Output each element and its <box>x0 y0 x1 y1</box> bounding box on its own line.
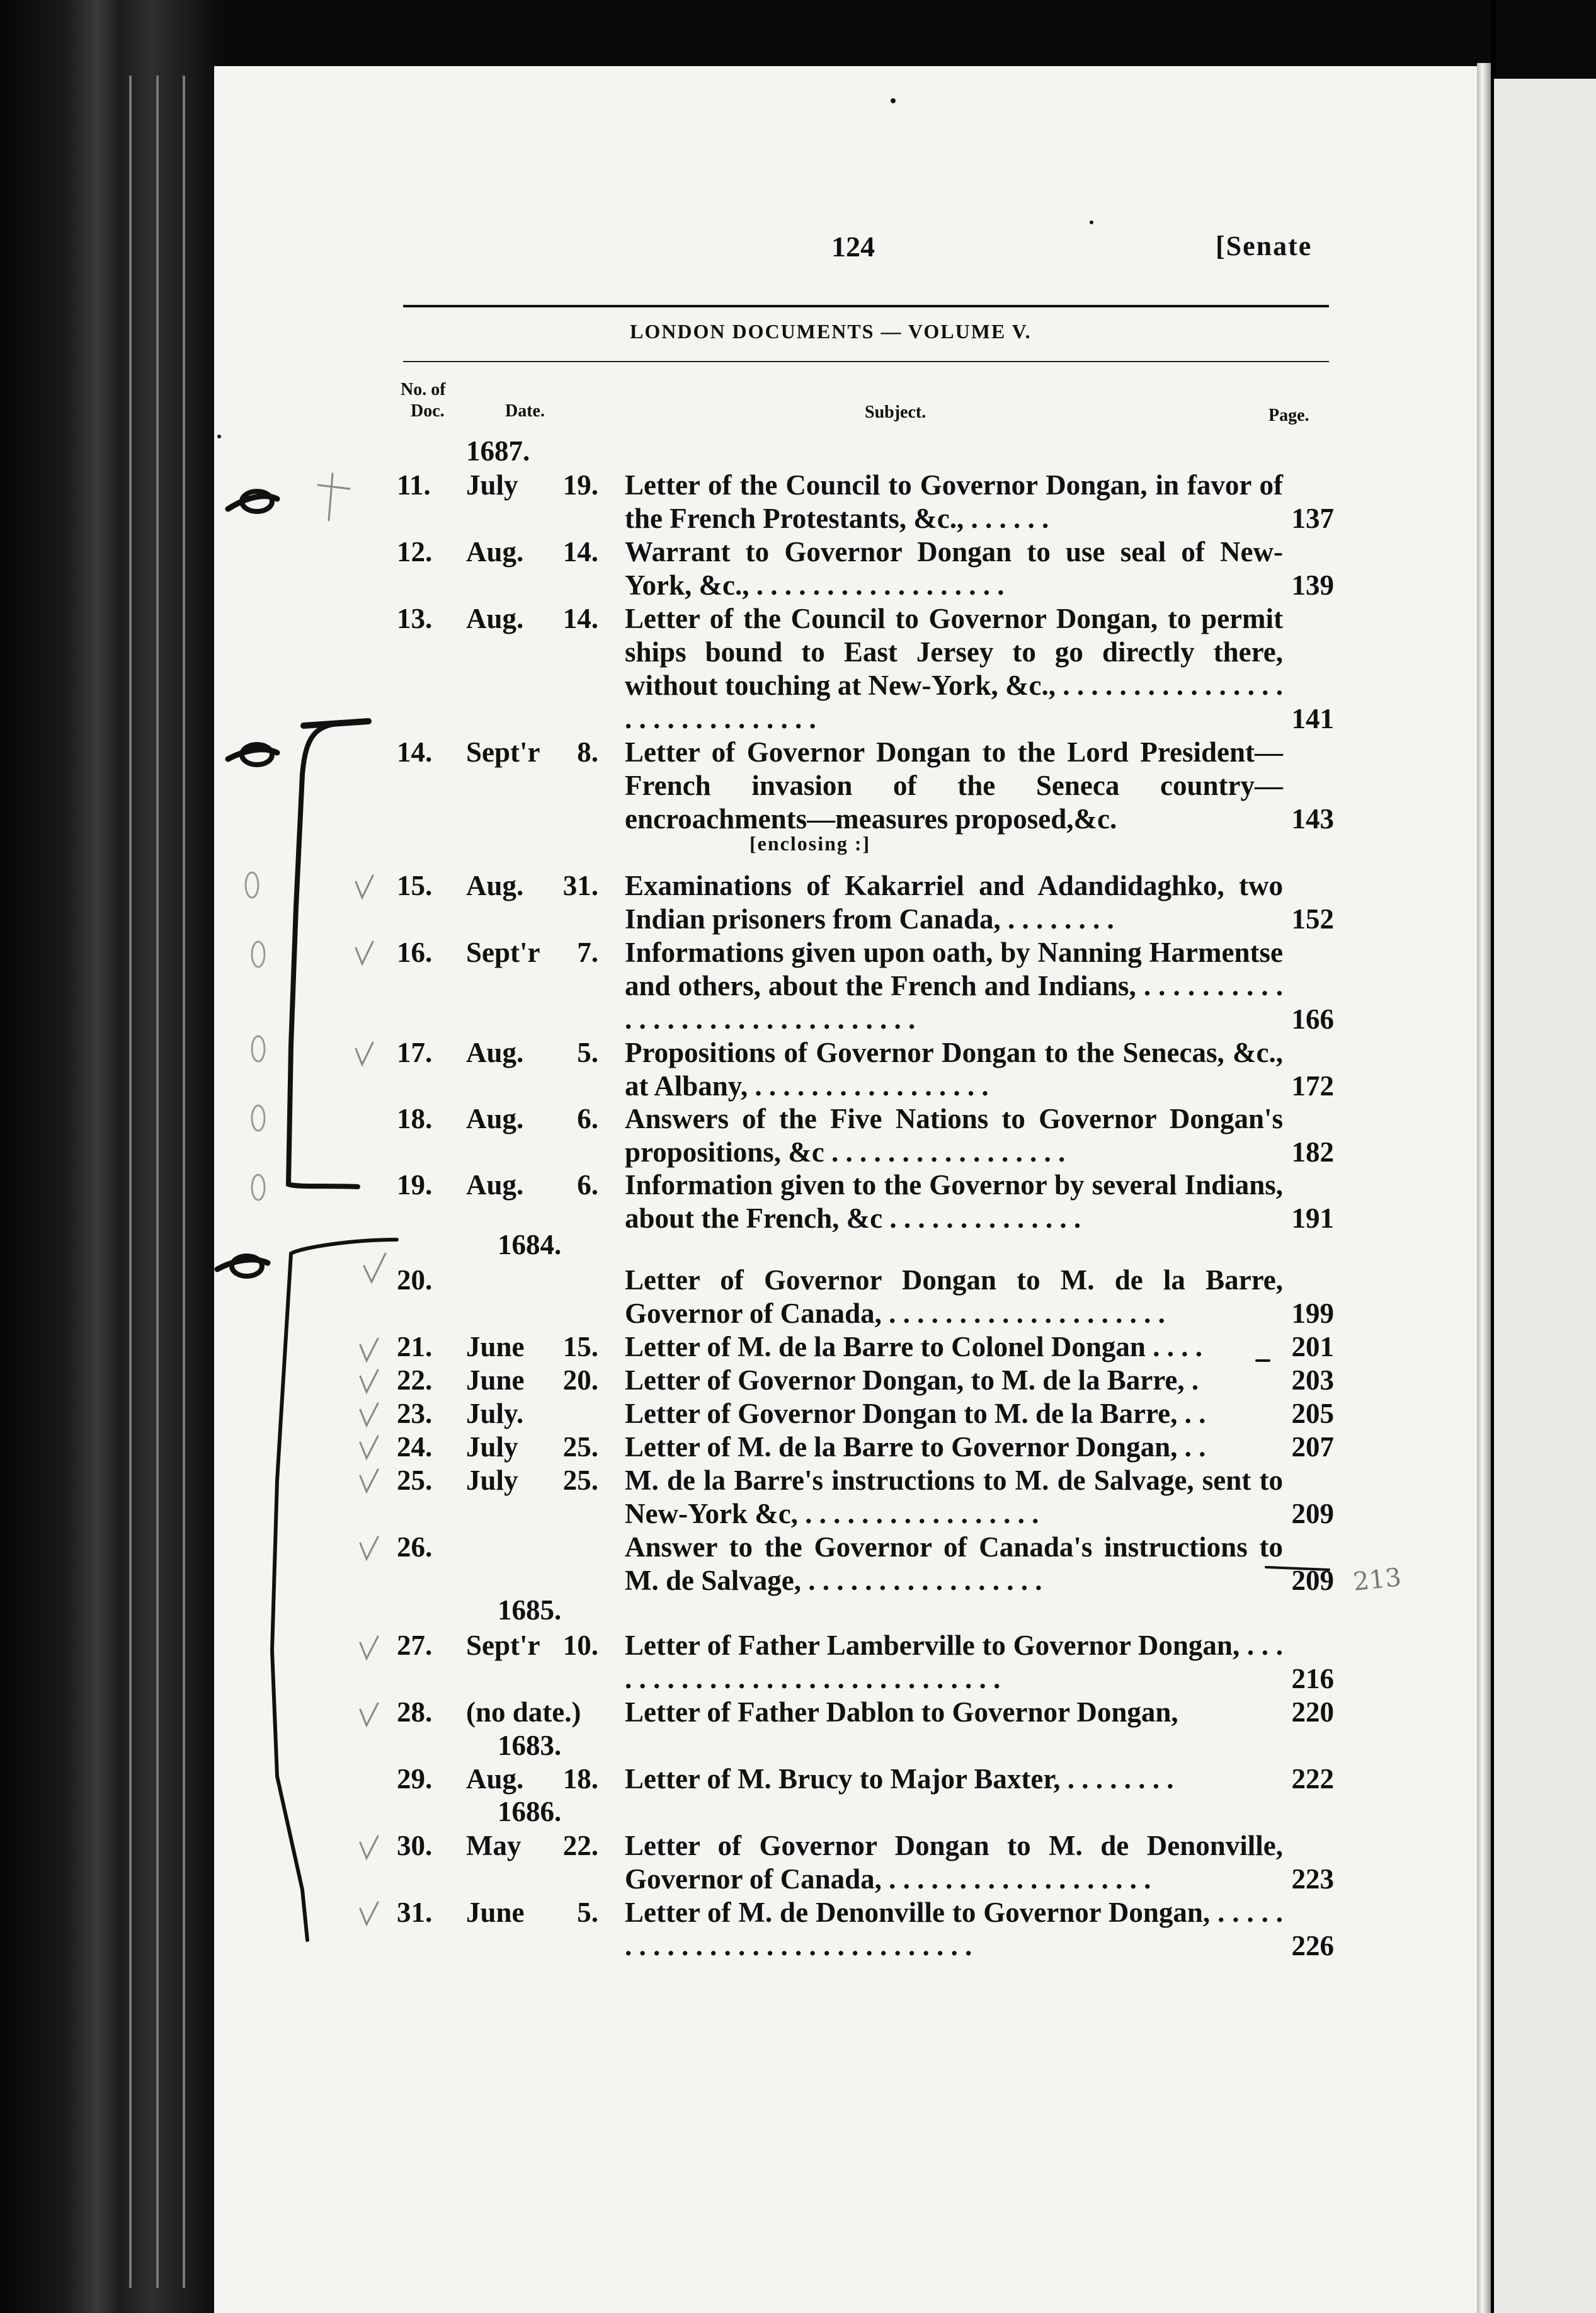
doc-page: 222 <box>1291 1763 1334 1795</box>
doc-month: Sept'r <box>466 937 540 968</box>
doc-page: 143 <box>1291 803 1334 835</box>
volume-title: LONDON DOCUMENTS — VOLUME V. <box>630 320 1032 343</box>
doc-page: 182 <box>1291 1136 1334 1168</box>
doc-day: 14. <box>562 536 598 568</box>
doc-number: 11. <box>397 469 431 501</box>
check-mark <box>360 1537 378 1559</box>
doc-page: 207 <box>1291 1431 1334 1463</box>
doc-month: Aug. <box>466 536 524 568</box>
doc-subject: Letter of Governor Dongan to M. de la Barre, . . <box>625 1398 1206 1429</box>
doc-month: June <box>466 1331 525 1362</box>
doc-number: 27. <box>397 1630 433 1661</box>
doc-page: 209 <box>1291 1565 1334 1596</box>
doc-day: 15. <box>562 1331 598 1362</box>
enclosing-label: [enclosing :] <box>750 832 871 855</box>
doc-number: 20. <box>397 1264 433 1296</box>
col-head-subject: Subject. <box>865 403 926 422</box>
doc-day: 20. <box>562 1364 598 1396</box>
check-mark <box>356 1042 373 1065</box>
doc-number: 28. <box>397 1696 433 1728</box>
doc-number: 25. <box>397 1465 433 1496</box>
doc-month: Sept'r <box>466 736 540 768</box>
doc-month: Aug. <box>466 1103 524 1134</box>
check-mark <box>360 1370 378 1392</box>
doc-subject: Answers of the Five Nations to Governor Dongan's propositions, &c . . . . . . . . . . . . . . . . . <box>625 1103 1283 1168</box>
doc-page: 141 <box>1291 703 1334 734</box>
doc-subject: Examinations of Kakarriel and Adandidaghko, two Indian prisoners from Canada, . . . . . . . . <box>625 870 1283 935</box>
doc-page: 201 <box>1291 1331 1334 1362</box>
check-mark <box>364 1254 385 1282</box>
check-mark <box>360 1636 378 1659</box>
doc-subject: Letter of M. Brucy to Major Baxter, . . . . . . . . <box>625 1763 1174 1795</box>
doc-number: 15. <box>397 870 433 901</box>
doc-month: (no date.) <box>466 1696 581 1728</box>
doc-number: 17. <box>397 1037 433 1068</box>
doc-month: Aug. <box>466 603 524 634</box>
margin-mark <box>252 1175 265 1200</box>
doc-subject: Letter of M. de Denonville to Governor Dongan, . . . . . . . . . . . . . . . . . . . . . . . . . . . . . . <box>625 1897 1283 1962</box>
doc-day: 25. <box>562 1465 598 1496</box>
doc-page: 226 <box>1291 1930 1334 1962</box>
doc-month: May <box>466 1830 522 1861</box>
margin-bracket <box>304 721 368 726</box>
year-heading: 1684. <box>498 1229 562 1260</box>
doc-page: 137 <box>1291 503 1334 534</box>
doc-page: 203 <box>1291 1364 1334 1396</box>
doc-subject: Letter of the Council to Governor Dongan, in favor of the French Protestants, &c., . . . . . . <box>625 469 1283 534</box>
doc-subject: Letter of the Council to Governor Dongan, to permit ships bound to East Jersey to go directly there, without touching at New-York, &c., . . . . . . . . . . . . . . . . . . . . . . . . . . . . . . <box>625 603 1283 734</box>
doc-day: 8. <box>577 736 598 768</box>
doc-number: 16. <box>397 937 433 968</box>
year-heading: 1686. <box>498 1796 562 1827</box>
doc-day: 22. <box>562 1830 598 1861</box>
doc-subject: Propositions of Governor Dongan to the Senecas, &c., at Albany, . . . . . . . . . . . . . . . . . <box>625 1037 1283 1102</box>
doc-number: 30. <box>397 1830 433 1861</box>
doc-number: 26. <box>397 1531 433 1563</box>
doc-subject: M. de la Barre's instructions to M. de Salvage, sent to New-York &c, . . . . . . . . . . . . . . . . . <box>625 1465 1283 1529</box>
check-mark <box>356 876 373 898</box>
page-number: 124 <box>831 231 875 263</box>
col-head-date: Date. <box>505 401 545 421</box>
doc-day: 31. <box>562 870 598 901</box>
strike-mark <box>1266 1567 1329 1570</box>
doc-page: 205 <box>1291 1398 1334 1429</box>
margin-mark <box>318 485 350 489</box>
doc-page: 166 <box>1291 1003 1334 1035</box>
col-head-no: No. of <box>401 380 446 399</box>
doc-day: 7. <box>577 937 598 968</box>
check-mark <box>360 1902 378 1924</box>
doc-number: 12. <box>397 536 433 568</box>
doc-subject: Letter of Father Lamberville to Governor Dongan, . . . . . . . . . . . . . . . . . . . . . . . . . . . . . . <box>625 1630 1283 1694</box>
doc-subject: Answer to the Governor of Canada's instructions to M. de Salvage, . . . . . . . . . . . . . . . . . <box>625 1531 1283 1596</box>
doc-subject: Informations given upon oath, by Nanning Harmentse and others, about the French and Indians, . . . . . . . . . . . . . . . . . . . . . . . . . . . . . . . <box>625 937 1283 1035</box>
doc-month: Aug. <box>466 1037 524 1068</box>
doc-month: June <box>466 1364 525 1396</box>
doc-page: 223 <box>1291 1863 1334 1895</box>
doc-number: 29. <box>397 1763 433 1795</box>
doc-page: 216 <box>1291 1663 1334 1694</box>
doc-number: 18. <box>397 1103 433 1134</box>
doc-number: 31. <box>397 1897 433 1928</box>
doc-number: 13. <box>397 603 433 634</box>
doc-subject: Letter of M. de la Barre to Colonel Dongan . . . . <box>625 1331 1202 1362</box>
doc-subject: Letter of Governor Dongan to M. de Denonville, Governor of Canada, . . . . . . . . . . . . . . . . . . . <box>625 1830 1283 1895</box>
doc-subject: Warrant to Governor Dongan to use seal of New-York, &c., . . . . . . . . . . . . . . . . . . <box>625 536 1283 601</box>
doc-month: July <box>466 469 518 501</box>
doc-month: July. <box>466 1398 524 1429</box>
check-mark <box>360 1836 378 1858</box>
doc-day: 5. <box>577 1037 598 1068</box>
doc-number: 21. <box>397 1331 433 1362</box>
doc-page: 209 <box>1291 1498 1334 1529</box>
doc-month: July <box>466 1431 518 1463</box>
doc-number: 19. <box>397 1169 433 1201</box>
doc-month: July <box>466 1465 518 1496</box>
year-heading: 1685. <box>498 1594 562 1626</box>
doc-page: 199 <box>1291 1298 1334 1329</box>
margin-mark <box>252 1036 265 1061</box>
doc-day: 6. <box>577 1169 598 1201</box>
doc-number: 14. <box>397 736 433 768</box>
check-mark <box>360 1703 378 1725</box>
year-heading: 1687. <box>466 435 530 467</box>
doc-month: Sept'r <box>466 1630 540 1661</box>
margin-mark <box>252 942 265 967</box>
doc-month: Aug. <box>466 1169 524 1201</box>
doc-month: Aug. <box>466 870 524 901</box>
doc-day: 19. <box>562 469 598 501</box>
margin-bracket <box>288 723 358 1187</box>
col-head-doc: Doc. <box>411 401 445 421</box>
doc-day: 25. <box>562 1431 598 1463</box>
doc-subject: Letter of Father Dablon to Governor Dongan, <box>625 1696 1178 1728</box>
check-mark <box>360 1470 378 1492</box>
doc-page: 139 <box>1291 569 1334 601</box>
doc-number: 22. <box>397 1364 433 1396</box>
doc-subject: Letter of M. de la Barre to Governor Dongan, . . <box>625 1431 1206 1463</box>
margin-mark <box>246 872 258 898</box>
check-mark <box>360 1339 378 1361</box>
check-mark <box>356 942 373 964</box>
doc-month: June <box>466 1897 525 1928</box>
section-label: [Senate <box>1216 231 1313 261</box>
doc-subject: Letter of Governor Dongan to the Lord President—French invasion of the Seneca country—encroachments—measures proposed,&c. <box>625 736 1283 835</box>
year-heading: 1683. <box>498 1730 562 1761</box>
doc-day: 14. <box>562 603 598 634</box>
col-head-page: Page. <box>1268 406 1309 425</box>
margin-mark <box>252 1105 265 1131</box>
doc-page: 220 <box>1291 1696 1334 1728</box>
doc-page: 191 <box>1291 1202 1334 1234</box>
doc-month: Aug. <box>466 1763 524 1795</box>
doc-day: 10. <box>562 1630 598 1661</box>
margin-mark <box>329 474 333 520</box>
doc-day: 6. <box>577 1103 598 1134</box>
margin-note-213: 213 <box>1352 1563 1403 1597</box>
check-mark <box>360 1436 378 1458</box>
doc-number: 24. <box>397 1431 433 1463</box>
doc-number: 23. <box>397 1398 433 1429</box>
doc-day: 18. <box>562 1763 598 1795</box>
doc-page: 152 <box>1291 903 1334 935</box>
doc-subject: Information given to the Governor by several Indians, about the French, &c . . . . . . . . . . . . . . <box>625 1169 1283 1234</box>
check-mark <box>360 1403 378 1425</box>
doc-subject: Letter of Governor Dongan to M. de la Barre, Governor of Canada, . . . . . . . . . . . . . . . . . . . . <box>625 1264 1283 1329</box>
doc-day: 5. <box>577 1897 598 1928</box>
doc-subject: Letter of Governor Dongan, to M. de la Barre, . <box>625 1364 1199 1396</box>
doc-page: 172 <box>1291 1070 1334 1102</box>
margin-bracket <box>272 1240 397 1940</box>
